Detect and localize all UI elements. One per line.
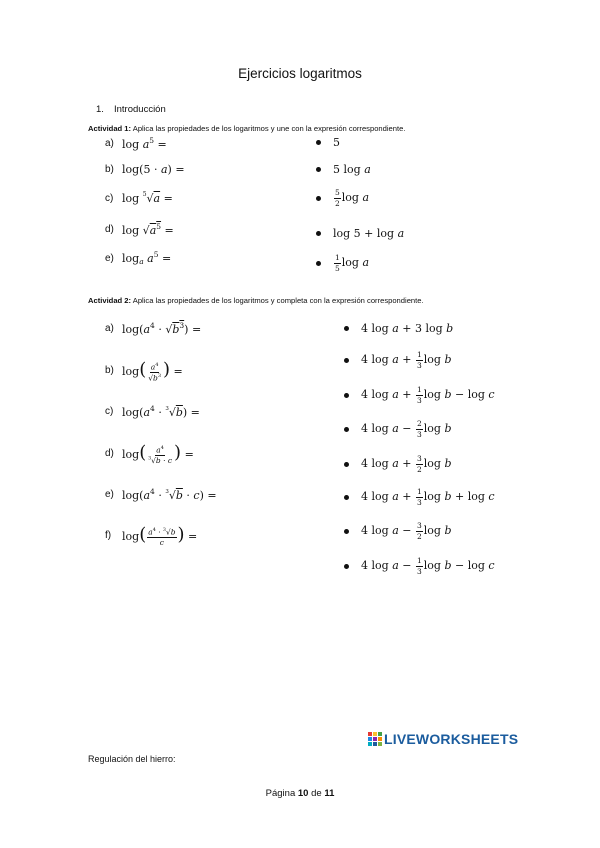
activity2-text: Aplica las propiedades de los logaritmos y completa con la expresión correspondiente. [132,296,424,305]
item-letter: a) [105,138,114,149]
bullet-icon [344,427,349,432]
liveworksheets-logo-icon [368,732,382,746]
activity2-option-5[interactable]: 4 log a + $\frac{3}{2}$ log b [344,455,451,473]
item-letter: d) [105,447,114,459]
brand-name: LIVEWORKSHEETS [384,731,519,747]
bullet-icon [316,140,321,145]
activity1-option-1[interactable] [316,136,340,149]
activity2-item-b: b) log( $\frac{a^4}{√b^3}$ ) = [105,359,183,382]
activity2-option-6[interactable]: 4 log a + $\frac{1}{3}$ log b + log c [344,488,495,506]
liveworksheets-logo [368,731,518,747]
logo-square [368,742,372,746]
logo-square [368,737,372,741]
activity2-item-f: f) log( $\frac{a^4 \cdot ^3√b}{c}$ ) = [105,524,198,547]
activity2-item-c: c) $\log(a^4 \cdot ^3√b)$ = [105,404,200,419]
bullet-icon [344,529,349,534]
page-current: 10 [297,788,309,799]
activity2-item-e: e) $\log(a^4 \cdot ^3√b \cdot c)$ = [105,487,217,502]
item-letter: d) [105,224,114,235]
bullet-icon [344,495,349,500]
activity2-item-a: a) $\log(a^4 \cdot √b^3)$ = [105,321,202,336]
logo-square [378,732,382,736]
activity1-item-d: d) $\log √a^5$ = [105,222,174,237]
bullet-icon [344,564,349,569]
activity2-option-2[interactable]: 4 log a + $\frac{1}{3}$ log b [344,351,451,369]
bullet-icon [316,261,321,266]
logo-square [373,742,377,746]
bullet-icon [344,358,349,363]
item-letter: c) [105,406,114,417]
activity1-item-c: c) log $^5$√a = [105,191,173,205]
bullet-icon [344,393,349,398]
activity2-option-1[interactable]: 4 log a + 3 log b [344,322,453,335]
option-text: 5 [333,136,340,149]
page-prefix: Página [265,788,296,799]
activity1-item-e: e) $\log_a a^5$ = [105,250,172,266]
activity2-option-3[interactable]: 4 log a + $\frac{1}{3}$ log b − log c [344,386,495,404]
section-number: 1. [96,104,104,115]
item-letter: a) [105,323,114,334]
item-letter: f) [105,529,112,541]
bullet-icon [316,196,321,201]
logo-square [368,732,372,736]
logo-square [378,742,382,746]
activity1-text: Aplica las propiedades de los logaritmos y une con la expresión correspondiente. [132,124,406,133]
page-number [0,788,600,799]
activity1-item-b: b) log(5 · a) = [105,163,185,176]
bullet-icon [316,167,321,172]
activity1-label: Actividad 1: [88,124,132,133]
item-letter: e) [105,489,114,500]
activity1-option-3[interactable]: $\frac{5}{2}$ log a [316,189,369,207]
activity1-option-4[interactable]: log 5 + log a [316,227,404,240]
bullet-icon [344,326,349,331]
activity2-instruction [88,296,424,305]
footer-label: Regulación del hierro: [88,754,176,764]
item-letter: b) [105,164,114,175]
activity1-option-5[interactable]: $\frac{1}{5}$ log a [316,254,369,272]
logo-square [378,737,382,741]
bullet-icon [344,462,349,467]
section-label: Introducción [114,104,166,115]
activity1-option-2[interactable]: 5 log a [316,163,371,176]
page-total: 11 [324,788,335,799]
section-heading [96,104,166,115]
item-letter: e) [105,252,114,264]
activity2-option-4[interactable]: 4 log a − $\frac{2}{3}$ log b [344,420,451,438]
page-middle: de [311,788,322,799]
item-letter: b) [105,364,114,376]
activity2-item-d: d) log( $\frac{a^4}{^3√b \cdot c}$ ) = [105,442,194,465]
activity1-item-a: a) $\log a^5$ = [105,136,167,151]
bullet-icon [316,231,321,236]
activity1-instruction [88,124,405,133]
activity2-label: Actividad 2: [88,296,132,305]
activity2-option-8[interactable]: 4 log a − $\frac{1}{3}$ log b − log c [344,557,495,575]
activity2-option-7[interactable]: 4 log a − $\frac{3}{2}$ log b [344,522,451,540]
logo-square [373,732,377,736]
logo-square [373,737,377,741]
item-letter: c) [105,192,114,204]
page-title: Ejercicios logaritmos [238,66,362,81]
